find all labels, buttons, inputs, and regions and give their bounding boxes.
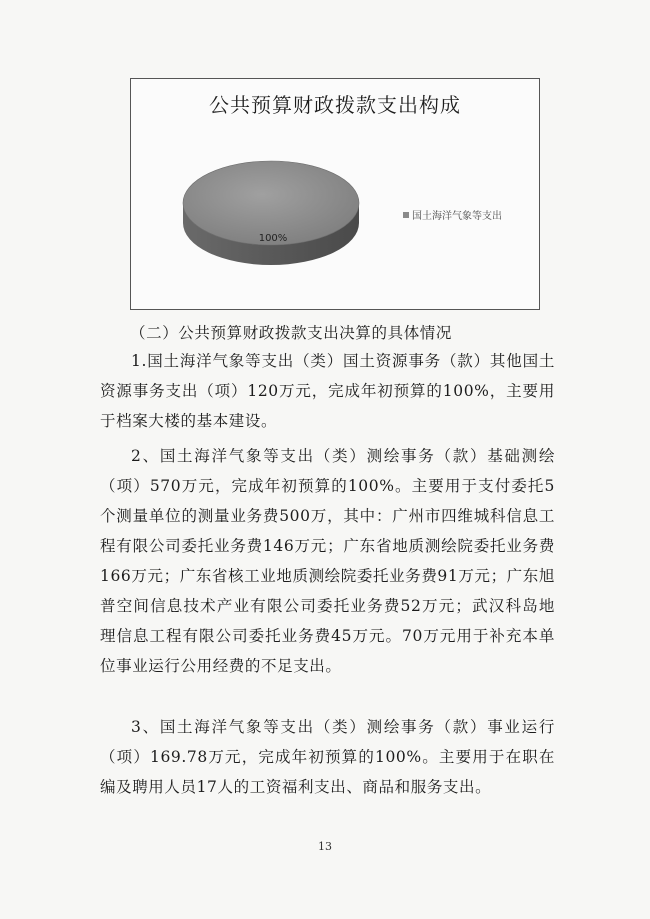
paragraph-2: 2、国土海洋气象等支出（类）测绘事务（款）基础测绘（项）570万元，完成年初预算的100%。主要用于支付委托5个测量单位的测量业务费500万，其中：广州市四维城科信息工程有限公司委托业务费146万元；广东省地质测绘院委托业务费166万元；广东省核工业地质测绘院委托业务费91万元；广东旭普空间信息技术产业有限公司委托业务费52万元；武汉科岛地理信息工程有限公司委托业务费45万元。70万元用于补充本单位事业运行公用经费的不足支出。 (100, 447, 555, 675)
chart-title: 公共预算财政拨款支出构成 (209, 93, 461, 117)
paragraph-3: 3、国土海洋气象等支出（类）测绘事务（款）事业运行（项）169.78万元，完成年初预算的100%。主要用于在职在编及聘用人员17人的工资福利支出、商品和服务支出。 (100, 718, 555, 796)
legend-label: 国土海洋气象等支出 (412, 211, 502, 222)
chart-legend (403, 207, 502, 222)
pie-data-label: 100% (258, 233, 288, 244)
legend-swatch (403, 212, 409, 218)
pie-chart (130, 78, 540, 310)
paragraph-1: 1.国土海洋气象等支出（类）国土资源事务（款）其他国土资源事务支出（项）120万元，完成年初预算的100%，主要用于档案大楼的基本建设。 (100, 352, 555, 430)
page-number: 13 (318, 840, 332, 853)
section-heading: （二）公共预算财政拨款支出决算的具体情况 (130, 324, 453, 342)
